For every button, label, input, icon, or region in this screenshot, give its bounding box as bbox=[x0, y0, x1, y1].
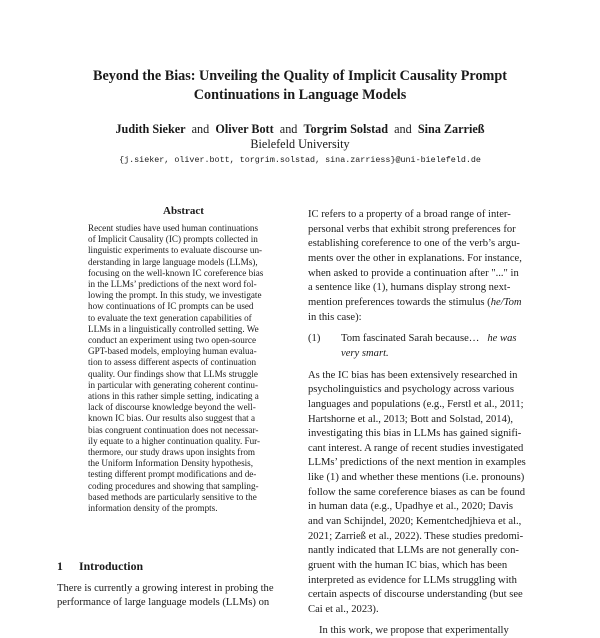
right-column-body bbox=[308, 208, 542, 638]
abstract-line: bias congruent continuation does not necessar- bbox=[88, 424, 259, 435]
section-heading-introduction bbox=[57, 559, 143, 573]
paragraph-line: personal verbs that exhibit strong preferences for bbox=[308, 223, 516, 235]
paragraph-line: mention preferences towards the stimulus (he/Tom bbox=[308, 296, 522, 308]
paragraph-line: IC refers to a property of a broad range of inter- bbox=[308, 209, 511, 220]
paragraph-line: languages and populations (e.g., Ferstl et al., 2011; bbox=[308, 398, 524, 410]
author-list bbox=[40, 122, 560, 137]
abstract-line: focusing on the well-known IC coreference bias bbox=[88, 267, 264, 278]
paragraph-ic-bias-research bbox=[308, 369, 542, 618]
paragraph-line: certain aspects of discourse understanding (but see bbox=[308, 589, 523, 601]
paragraph-ic-definition bbox=[308, 208, 542, 311]
abstract-line: testing different prompt modifications and de- bbox=[88, 469, 257, 480]
paragraph-line: gruent with the human IC bias, which has been bbox=[308, 560, 508, 572]
abstract-line: in particular with generating coherent continu- bbox=[88, 379, 259, 390]
introduction-line: performance of large language models (LLMs) on bbox=[57, 597, 270, 608]
abstract-body bbox=[88, 223, 279, 514]
paragraph-line: investigating this bias in LLMs has gained signifi- bbox=[308, 428, 522, 440]
abstract-line: information density of the prompts. bbox=[88, 503, 218, 514]
abstract-line: thermore, our study draws upon insights from bbox=[88, 447, 256, 458]
abstract-line: ily equate to a higher continuation quality. Fur- bbox=[88, 435, 261, 446]
paragraph-line: like (1) and whether these mentions (i.e. pronouns) bbox=[308, 472, 525, 484]
paragraph-line: ments over the other in explanations. For instance, bbox=[308, 252, 522, 264]
abstract-line: GPT-based models, employing human evalua- bbox=[88, 346, 257, 357]
paragraph-line: interpreted as evidence for LLMs struggling with bbox=[308, 574, 517, 586]
abstract-line: based methods are particularly sensitive to the bbox=[88, 491, 257, 502]
example-sentence: Tom fascinated Sarah because… bbox=[341, 333, 480, 345]
paragraph-line: As the IC bias has been extensively researched in bbox=[308, 369, 518, 381]
paragraph-line: when asked to provide a continuation after "..." in bbox=[308, 267, 519, 279]
abstract-line: in the LLMs’ predictions of the next word fol- bbox=[88, 279, 257, 290]
abstract-line: conduct an experiment using two open-source bbox=[88, 335, 257, 346]
abstract-line: ations in this rather simple setting, indicating a bbox=[88, 391, 259, 402]
author-separator: and bbox=[191, 122, 210, 136]
introduction-line: There is currently a growing interest in probing the bbox=[57, 583, 274, 594]
italic-phrase: he/Tom bbox=[490, 296, 522, 308]
paragraph-line: LLMs’ predictions of the next mention in examples bbox=[308, 457, 526, 469]
abstract-line: Recent studies have used human continuations bbox=[88, 223, 259, 233]
paragraph-line: Hartshorne et al., 2013; Bott and Solstad, 2014), bbox=[308, 413, 514, 425]
abstract-line: coding procedures and showing that sampling- bbox=[88, 480, 259, 491]
paragraph-line: nantly indicated that LLMs are not generally con- bbox=[308, 545, 519, 557]
author-separator: and bbox=[279, 122, 298, 136]
paper-title-line-2: Continuations in Language Models bbox=[193, 87, 407, 103]
paragraph-line: psycholinguistics and psychology across various bbox=[308, 384, 514, 396]
example-number: (1) bbox=[308, 333, 321, 345]
example-1 bbox=[308, 332, 542, 361]
paragraph-proposal bbox=[308, 624, 542, 638]
paragraph-line: in this case): bbox=[308, 311, 362, 323]
paragraph-line: and van Schijndel, 2020; Kementchedjhieva et al., bbox=[308, 516, 522, 528]
abstract-line: derstanding in large language models (LLMs), bbox=[88, 256, 258, 267]
abstract-heading: Abstract bbox=[163, 205, 204, 217]
abstract-line: the Uniform Information Density hypothesis, bbox=[88, 458, 253, 469]
paragraph-line: Cai et al., 2023). bbox=[308, 604, 379, 616]
paper-title-line-1: Beyond the Bias: Unveiling the Quality of Implicit Causality Prompt bbox=[93, 68, 507, 84]
example-italic: he was bbox=[487, 333, 517, 345]
abstract-line: quality. Our findings show that LLMs struggle bbox=[88, 368, 258, 379]
paragraph-line: 2021; Zarrieß et al., 2022). These studies predomi- bbox=[308, 530, 524, 542]
abstract-line: lowing the prompt. In this study, we investigate bbox=[88, 290, 262, 301]
paragraph-line: follow the same coreference biases as can be found bbox=[308, 486, 526, 498]
example-text bbox=[341, 332, 542, 361]
abstract-line: linguistic experiments to evaluate discourse un- bbox=[88, 245, 263, 256]
author-name: Judith Sieker bbox=[115, 122, 186, 136]
introduction-body bbox=[57, 582, 294, 610]
author-name: Torgrim Solstad bbox=[303, 122, 389, 136]
paragraph-line: In this work, we propose that experimentally bbox=[319, 624, 509, 636]
section-title: Introduction bbox=[79, 559, 144, 573]
abstract-line: how continuations of IC prompts can be used bbox=[88, 301, 254, 312]
abstract-line: LLMs in a linguistically controlled setting. We bbox=[88, 323, 259, 334]
abstract-line: tion to assess different aspects of continuation bbox=[88, 357, 257, 368]
abstract-line: of Implicit Causality (IC) prompts collected in bbox=[88, 234, 258, 245]
paragraph-line: in human data (e.g., Upadhye et al., 2020; Davis bbox=[308, 501, 514, 513]
author-separator: and bbox=[394, 122, 412, 136]
author-name: Sina Zarrieß bbox=[417, 122, 485, 136]
affiliation: Bielefeld University bbox=[250, 137, 350, 151]
abstract-line: known IC bias. Our results also suggest that a bbox=[88, 413, 256, 424]
abstract-line: lack of discourse knowledge beyond the well- bbox=[88, 402, 256, 413]
author-emails: {j.sieker, oliver.bott, torgrim.solstad, sina.zarriess}@uni-bielefeld.de bbox=[119, 155, 481, 165]
paragraph-line: cant interest. A range of recent studies investigated bbox=[308, 442, 524, 454]
paragraph-line: establishing coreference to one of the verb’s argu- bbox=[308, 238, 520, 250]
abstract-line: to evaluate the text generation capabilities of bbox=[88, 312, 252, 323]
section-number: 1 bbox=[57, 559, 63, 573]
example-italic-line-2: very smart. bbox=[341, 347, 389, 359]
paragraph-line: a sentence like (1), humans display strong next- bbox=[308, 282, 511, 294]
author-name: Oliver Bott bbox=[215, 122, 274, 136]
